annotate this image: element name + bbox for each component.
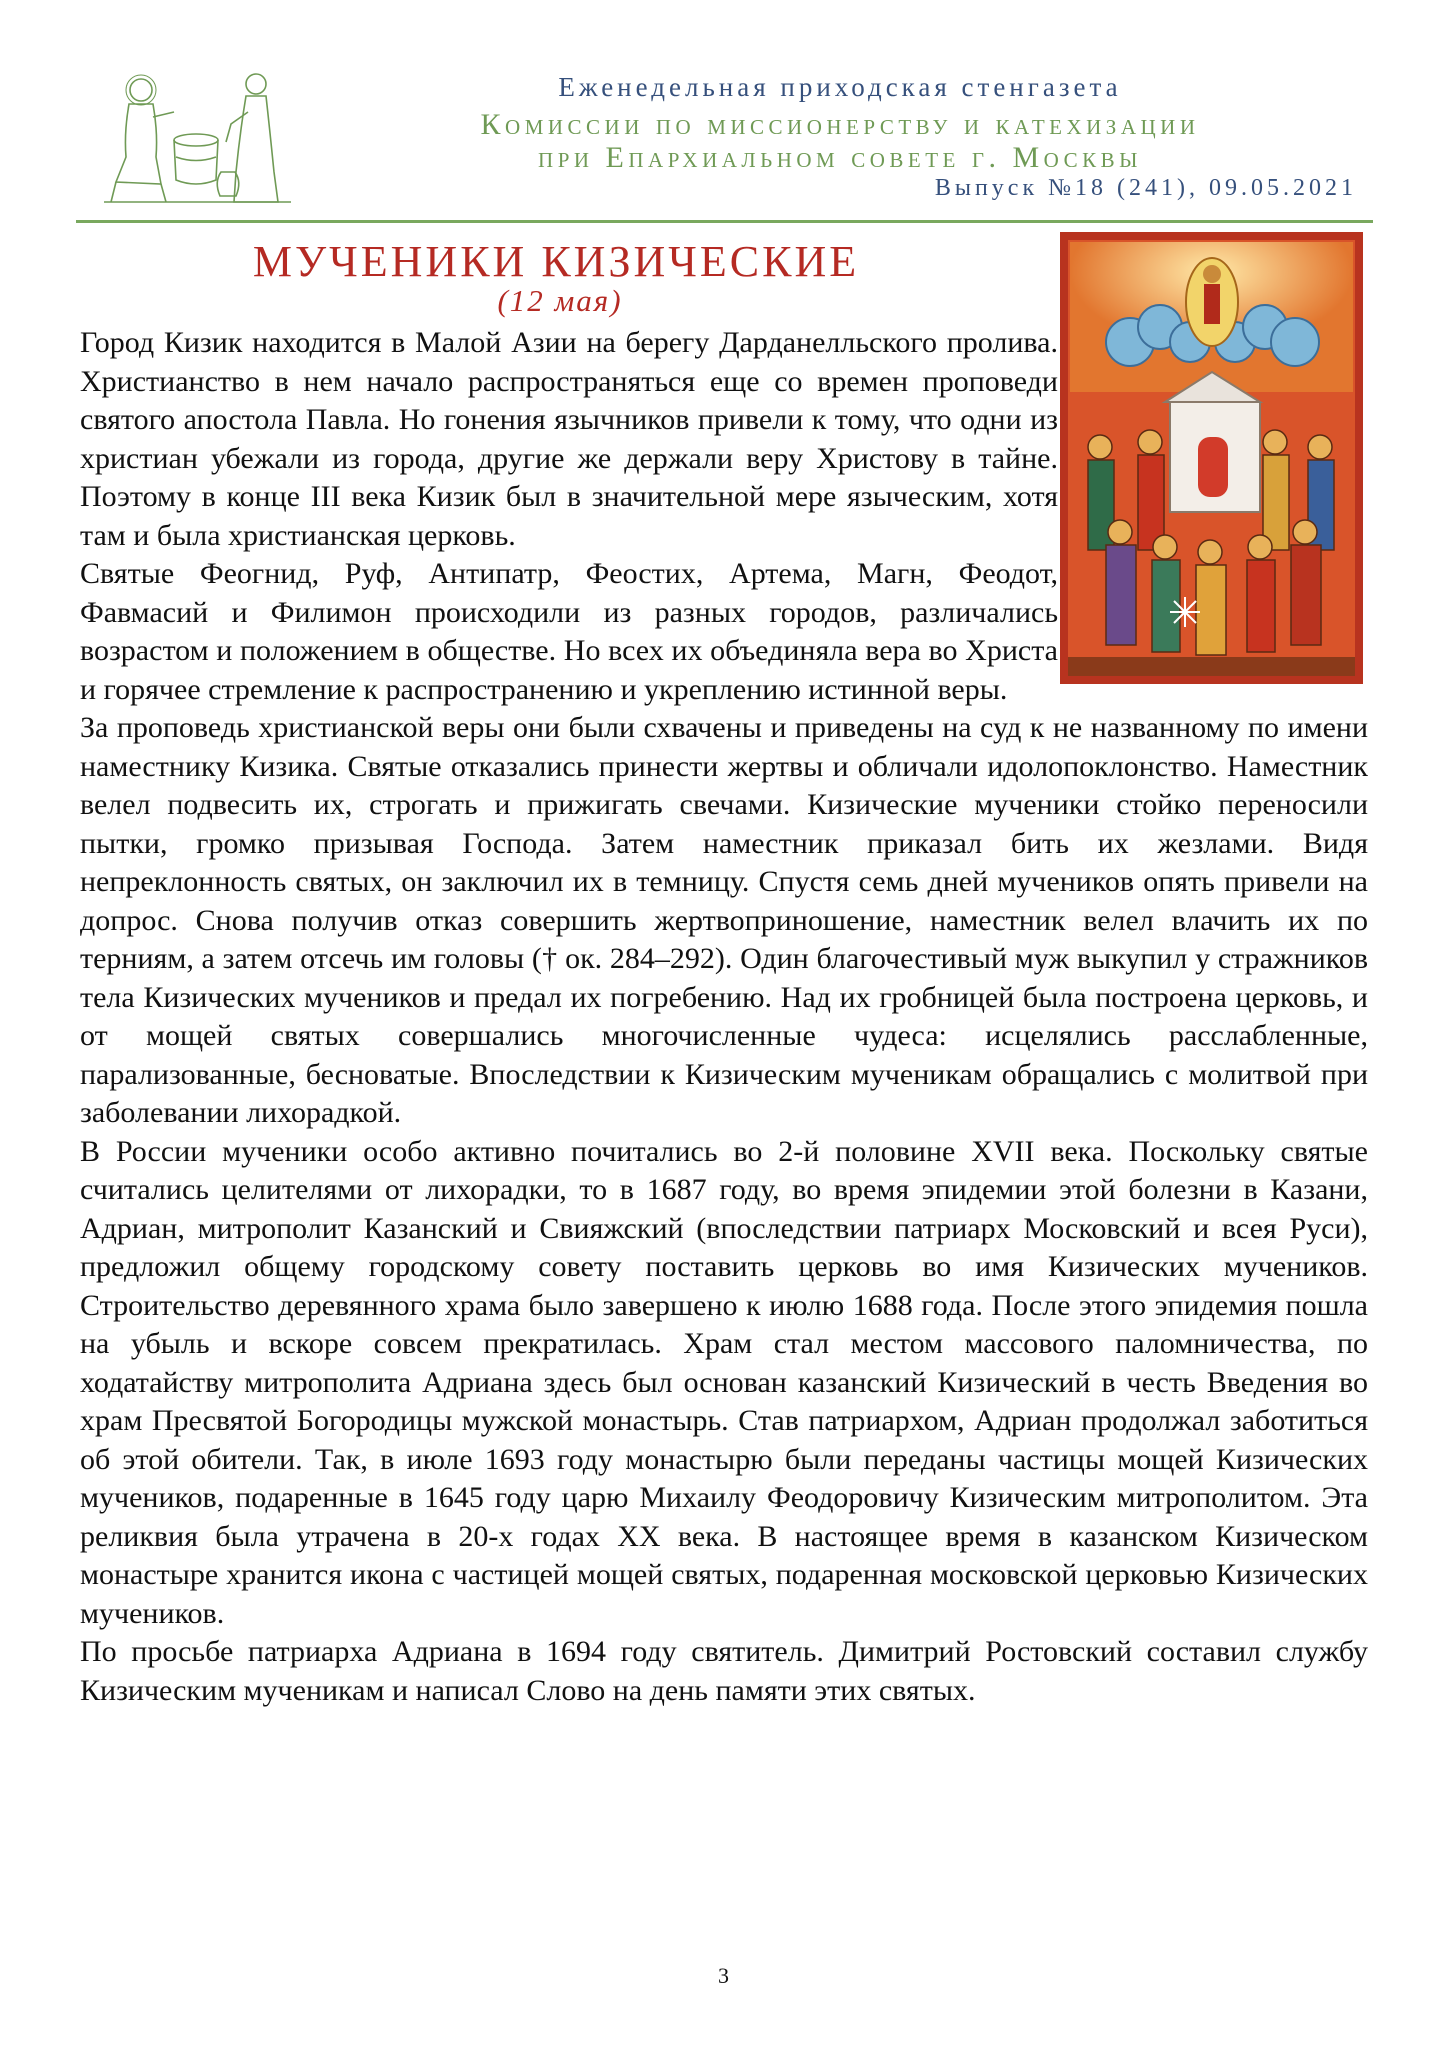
article-paragraph: За проповедь христианской веры они были схвачены и приведены на суд к не названному по имени наместнику Кизика. Святые отказались принести жертвы и обличали идолопоклонство. Наместник велел подвесить их, строгать и прижигать свечами. Кизические мученики стойко переносили пытки, громко призывая Господа. Затем наместник приказал бить их жезлами. Видя непреклонность святых, он заключил их в темницу. Спустя семь дней мучеников опять привели на допрос. Снова получив отказ совершить жертвоприношение, наместник велел влачить их по терниям, а затем отсечь им головы († ок. 284–292). Один благочестивый муж выкупил у стражников тела Кизических мучеников и предал их погребению. Над их гробницей была построена церковь, и от мощей святых совершались многочисленные чудеса: исцелялись расслабленные, парализованные, бесноватые. Впоследствии к Кизическим мученикам обращались с молитвой при заболевании лихорадкой.: [80, 711, 1368, 1129]
page-number: 3: [718, 1963, 729, 1988]
issue-number: Выпуск №18 (241), 09.05.2021: [934, 175, 1357, 201]
article-paragraph: Святые Феогнид, Руф, Антипатр, Феостих, Артема, Магн, Феодот, Фавмасий и Филимон происходили из разных городов, различались возрастом и положением в обществе. Но всех их объединяла вера во Христа и горячее стремление к распространению и укреплению истинной веры.: [80, 557, 1058, 706]
header-council-name: при Епархиальном совете г. Москвы: [538, 141, 1142, 174]
header-subtitle: Еженедельная приходская стенгазета: [558, 72, 1122, 102]
article-paragraph: В России мученики особо активно почитались во 2-й половине XVII века. Поскольку святые считались целителями от лихорадки, то в 1687 году, во время эпидемии этой болезни в Казани, Адриан, митрополит Казанский и Свияжский (впоследствии патриарх Московский и всея Руси), предложил общему городскому совету поставить церковь во имя Кизических мучеников. Строительство деревянного храма было завершено к июлю 1688 года. После этого эпидемия пошла на убыль и вскоре совсем прекратилась. Храм стал местом массового паломничества, по ходатайству митрополита Адриана здесь был основан казанский Кизический в честь Введения во храм Пресвятой Богородицы мужской монастырь. Став патриархом, Адриан продолжал заботиться об этой обители. Так, в июле 1693 году монастырю были переданы частицы мощей Кизических мучеников, подаренные в 1645 году царю Михаилу Феодоровичу Кизическим митрополитом. Эта реликвия была утрачена в 20-х годах XX века. В настоящее время в казанском Кизическом монастыре хранится икона с частицей мощей святых, подаренная московской церковью Кизических мучеников.: [80, 1134, 1368, 1630]
newspaper-header: [0, 0, 1447, 225]
image-wrap-spacer: [1058, 324, 1368, 666]
header-divider: [76, 220, 1373, 223]
article-paragraph: По просьбе патриарха Адриана в 1694 году святитель. Димитрий Ростовский составил службу Кизическим мученикам и написал Слово на день памяти этих святых.: [80, 1635, 1368, 1707]
article-body: [80, 324, 1368, 1710]
logo-christ-and-samaritan-woman-icon: [96, 62, 296, 212]
article-date: (12 мая): [497, 283, 623, 318]
article-paragraph: Город Кизик находится в Малой Азии на берегу Дарданелльского пролива. Христианство в нем начало распространяться еще со времен проповеди святого апостола Павла. Но гонения язычников привели к тому, что одни из христиан убежали из города, другие же держали веру Христову в тайне. Поэтому в конце III века Кизик был в значительной мере языческим, хотя там и была христианская церковь.: [80, 326, 1058, 552]
article-title: МУЧЕНИКИ КИЗИЧЕСКИЕ: [252, 237, 860, 286]
header-commission-name: Комиссии по миссионерству и катехизации: [480, 108, 1200, 141]
